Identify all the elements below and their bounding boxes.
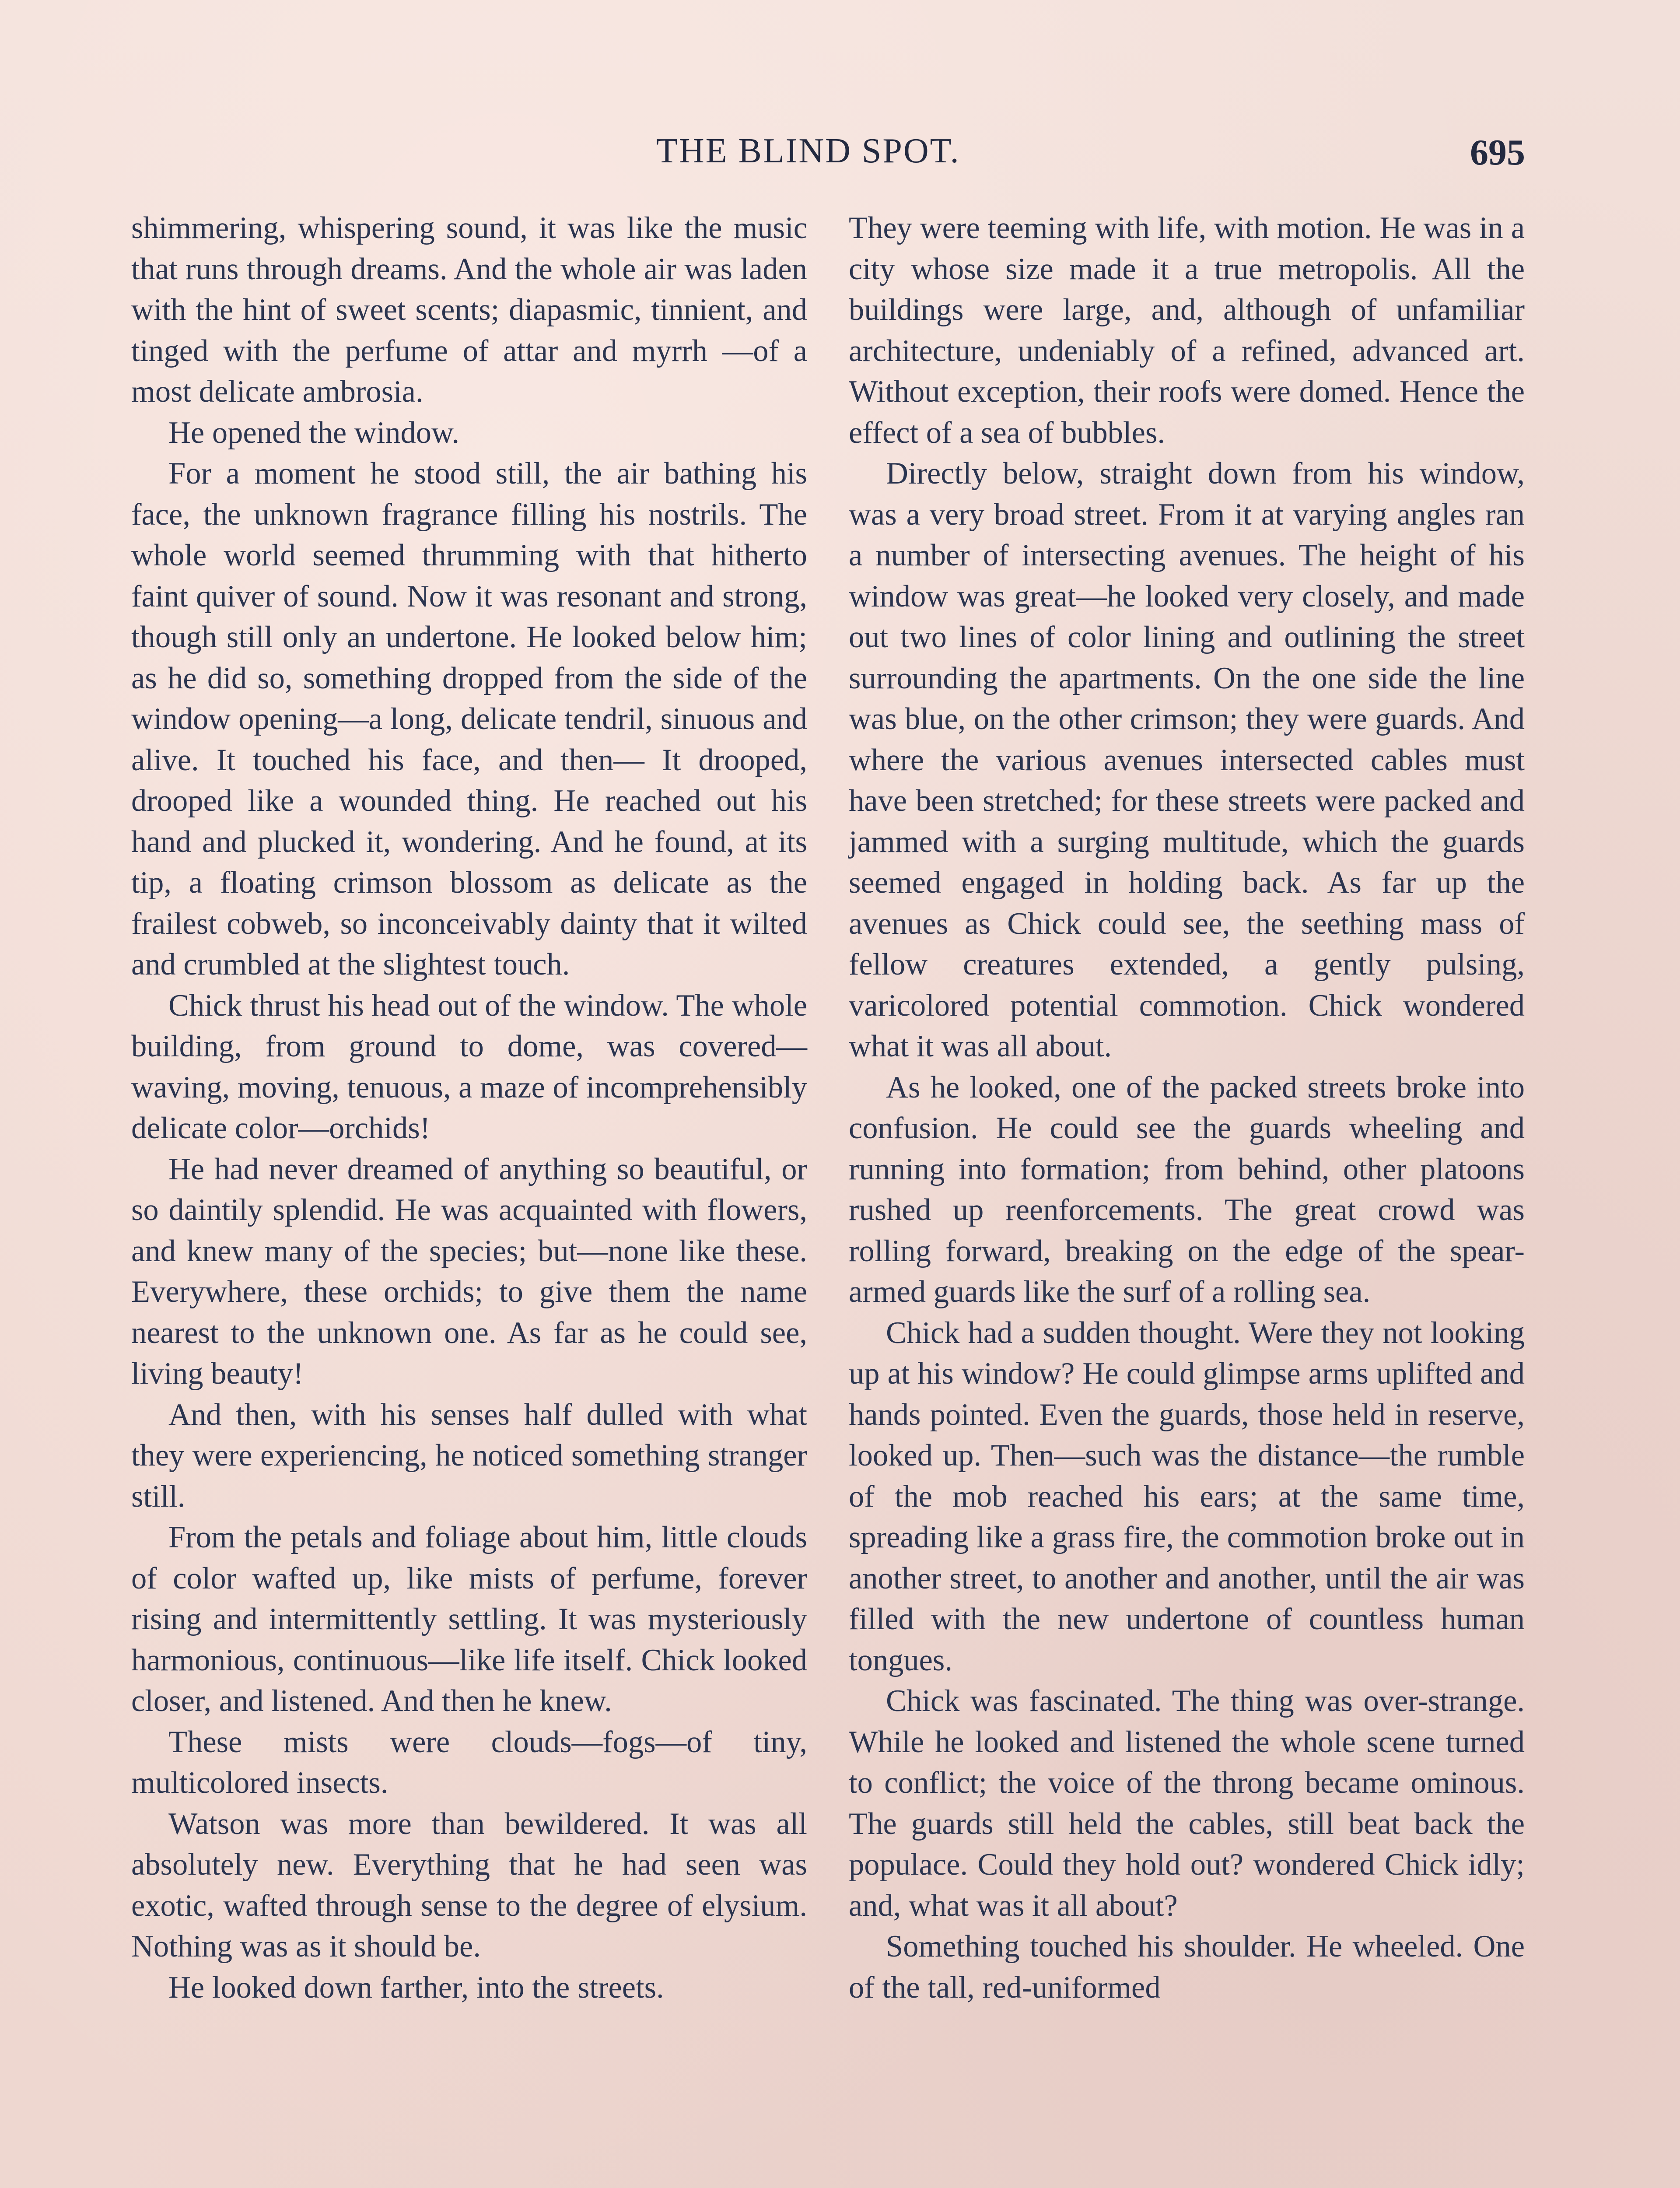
paragraph: Chick had a sudden thought. Were they not looking up at his window? He could glimpse arms uplifted and hands pointed. Even the guards, those held in reserve, looked up. Then—such was the distance—the rumble of the mob reached his ears; at the same time, spreading like a grass fire, the commotion broke out in another street, to another and another, until the air was filled with the new undertone of countless human tongues. [849, 1315, 1525, 1677]
paragraph: As he looked, one of the packed streets broke into confusion. He could see the guards wheeling and running into formation; from behind, other platoons rushed up reenforcements. The great crowd was rolling forward, breaking on the edge of the spear-armed guards like the surf of a rolling sea. [849, 1070, 1525, 1309]
page-number: 695 [1470, 132, 1525, 173]
paragraph: For a moment he stood still, the air bathing his face, the unknown fragrance filling his nostrils. The whole world seemed thrumming with that hitherto faint quiver of sound. Now it was resonant and strong, though still only an undertone. He looked below him; as he did so, something dropped from the side of the window opening—a long, delicate tendril, sinuous and alive. It touched his face, and then— It drooped, drooped like a wounded thing. He reached out his hand and plucked it, wondering. And he found, at its tip, a floating crimson blossom as delicate as the frailest cobweb, so inconceivably dainty that it wilted and crumbled at the slightest touch. [131, 456, 807, 982]
running-header [0, 131, 1680, 179]
paragraph: And then, with his senses half dulled with what they were experiencing, he noticed something stranger still. [131, 1397, 807, 1514]
paragraph: Directly below, straight down from his window, was a very broad street. From it at varying angles ran a number of intersecting avenues. The height of his window was great—he looked very closely, and made out two lines of color lining and outlining the street surrounding the apartments. On the one side the line was blue, on the other crimson; they were guards. And where the various avenues intersected cables must have been stretched; for these streets were packed and jammed with a surging multitude, which the guards seemed engaged in holding back. As far up the avenues as Chick could see, the seething mass of fellow creatures extended, a gently pulsing, varicolored potential commotion. Chick wondered what it was all about. [849, 456, 1525, 1063]
right-column [849, 208, 1525, 2008]
paragraph: He looked down farther, into the streets. [168, 1970, 664, 2005]
left-column [131, 208, 807, 2008]
paragraph: Chick was fascinated. The thing was over-strange. While he looked and listened the whole scene turned to conflict; the voice of the throng became ominous. The guards still held the cables, still beat back the populace. Could they hold out? wondered Chick idly; and, what was it all about? [849, 1684, 1525, 1923]
paragraph: shimmering, whispering sound, it was like the music that runs through dreams. And the whole air was laden with the hint of sweet scents; diapasmic, tinnient, and tinged with the perfume of attar and myrrh —of a most delicate ambrosia. [131, 211, 807, 409]
paragraph: Something touched his shoulder. He wheeled. One of the tall, red-uniformed [849, 1929, 1525, 2005]
running-title: THE BLIND SPOT. [656, 132, 960, 170]
paragraph: They were teeming with life, with motion. He was in a city whose size made it a true metropolis. All the buildings were large, and, although of unfamiliar architecture, undeniably of a refined, advanced art. Without exception, their roofs were domed. Hence the effect of a sea of bubbles. [849, 211, 1525, 450]
paragraph: From the petals and foliage about him, little clouds of color wafted up, like mists of perfume, forever rising and intermittently settling. It was mysteriously harmonious, continuous—like life itself. Chick looked closer, and listened. And then he knew. [131, 1520, 807, 1718]
paragraph: Chick thrust his head out of the window. The whole building, from ground to dome, was covered—waving, moving, tenuous, a maze of incomprehensibly delicate color—orchids! [131, 988, 807, 1145]
paragraph: Watson was more than bewildered. It was all absolutely new. Everything that he had seen was exotic, wafted through sense to the degree of elysium. Nothing was as it should be. [131, 1806, 807, 1964]
paragraph: These mists were clouds—fogs—of tiny, multicolored insects. [131, 1725, 807, 1800]
paragraph: He opened the window. [168, 415, 459, 450]
paragraph: He had never dreamed of anything so beautiful, or so daintily splendid. He was acquainted with flowers, and knew many of the species; but—none like these. Everywhere, these orchids; to give them the name nearest to the unknown one. As far as he could see, living beauty! [131, 1152, 807, 1391]
